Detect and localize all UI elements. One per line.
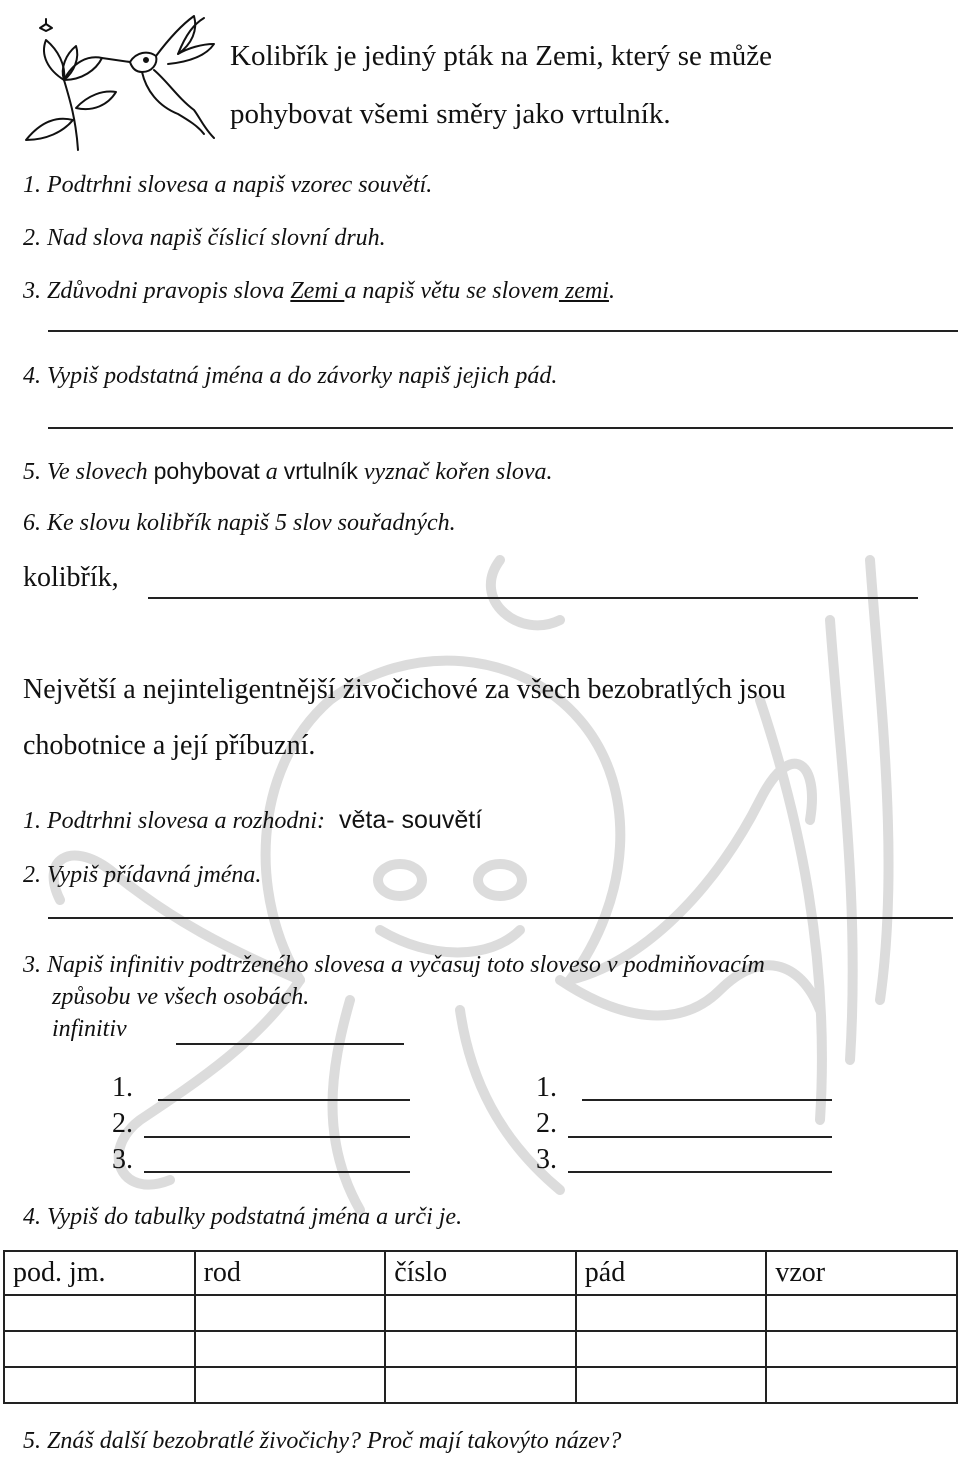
- task2-5: 5. Znáš další bezobratlé živočichy? Proč mají takovýto název?: [23, 1428, 622, 1454]
- col-header-cislo: číslo: [385, 1251, 576, 1295]
- task1-6: 6. Ke slovu kolibřík napiš 5 slov souřadných.: [23, 510, 456, 536]
- table-header-row: [4, 1251, 957, 1295]
- table-cell[interactable]: [766, 1295, 957, 1331]
- table-row: [4, 1331, 957, 1367]
- col-header-pod-jm: pod. jm.: [4, 1251, 195, 1295]
- task1-5-text-post: vyznač kořen slova.: [357, 459, 553, 485]
- task1-2: 2. Nad slova napiš číslicí slovní druh.: [23, 225, 386, 251]
- right-number-3: 3.: [536, 1144, 557, 1175]
- intro1-line2: pohybovat všemi směry jako vrtulník.: [230, 98, 671, 130]
- table-cell[interactable]: [195, 1367, 386, 1403]
- task1-5-word1: pohybovat: [153, 458, 260, 484]
- task2-3-line1: 3. Napiš infinitiv podtrženého slovesa a vyčasuj toto sloveso v podmiňovacím: [23, 952, 765, 978]
- intro2-line1: Největší a nejinteligentnější živočichové za všech bezobratlých jsou: [23, 674, 786, 705]
- table-cell[interactable]: [576, 1367, 767, 1403]
- right-number-1: 1.: [536, 1072, 557, 1103]
- intro2-line2: chobotnice a její příbuzní.: [23, 730, 316, 761]
- intro1-line1: Kolibřík je jediný pták na Zemi, který se může: [230, 40, 772, 72]
- table-cell[interactable]: [576, 1295, 767, 1331]
- task1-5: [23, 458, 553, 486]
- task1-3-word-zemi: Zemi: [290, 278, 345, 304]
- task1-5-text-mid: a: [259, 459, 284, 485]
- task1-5-text: 5. Ve slovech: [23, 459, 154, 485]
- right-answer-line-3[interactable]: [568, 1171, 832, 1173]
- left-answer-line-1[interactable]: [158, 1099, 410, 1101]
- task1-4: 4. Vypiš podstatná jména a do závorky napiš jejich pád.: [23, 363, 558, 389]
- table-cell[interactable]: [385, 1331, 576, 1367]
- col-header-vzor: vzor: [766, 1251, 957, 1295]
- answer-line-3[interactable]: [48, 330, 958, 332]
- right-number-2: 2.: [536, 1108, 557, 1139]
- task2-2: 2. Vypiš přídavná jména.: [23, 862, 262, 888]
- col-header-rod: rod: [195, 1251, 386, 1295]
- left-answer-line-3[interactable]: [144, 1171, 410, 1173]
- task1-3-text-end: .: [608, 278, 615, 304]
- left-number-1: 1.: [112, 1072, 133, 1103]
- hummingbird-illustration: [18, 10, 228, 160]
- task1-3-text: 3. Zdůvodni pravopis slova: [23, 278, 291, 304]
- task2-1-choice: věta- souvětí: [339, 806, 483, 834]
- right-answer-line-2[interactable]: [568, 1136, 832, 1138]
- table-cell[interactable]: [385, 1367, 576, 1403]
- task1-5-word2: vrtulník: [283, 458, 358, 484]
- table-cell[interactable]: [4, 1331, 195, 1367]
- table-cell[interactable]: [195, 1331, 386, 1367]
- table-cell[interactable]: [195, 1295, 386, 1331]
- table-cell[interactable]: [766, 1331, 957, 1367]
- table-cell[interactable]: [4, 1295, 195, 1331]
- table-cell[interactable]: [385, 1295, 576, 1331]
- answer-line-6[interactable]: [148, 597, 918, 599]
- right-answer-line-1[interactable]: [582, 1099, 832, 1101]
- infinitiv-answer-line[interactable]: [176, 1043, 404, 1045]
- task1-3: [23, 278, 615, 305]
- answer-line-2-2[interactable]: [48, 917, 953, 919]
- answer-line-4[interactable]: [48, 427, 953, 429]
- table-cell[interactable]: [576, 1331, 767, 1367]
- table-cell[interactable]: [4, 1367, 195, 1403]
- table-row: [4, 1367, 957, 1403]
- task2-1-text: 1. Podtrhni slovesa a rozhodni:: [23, 808, 326, 834]
- left-answer-line-2[interactable]: [144, 1136, 410, 1138]
- left-number-2: 2.: [112, 1108, 133, 1139]
- task1-3-word-zemi2: zemi: [558, 278, 609, 304]
- task2-4: 4. Vypiš do tabulky podstatná jména a urči je.: [23, 1204, 463, 1230]
- task2-1: [23, 806, 482, 835]
- table-cell[interactable]: [766, 1367, 957, 1403]
- task2-3-line2: způsobu ve všech osobách.: [52, 984, 310, 1010]
- left-number-3: 3.: [112, 1144, 133, 1175]
- task1-3-text-mid: a napiš větu se slovem: [344, 278, 559, 304]
- task1-1: 1. Podtrhni slovesa a napiš vzorec souvětí.: [23, 172, 433, 198]
- answer-prefix: kolibřík,: [23, 562, 119, 593]
- table-row: [4, 1295, 957, 1331]
- infinitiv-label: infinitiv: [52, 1016, 127, 1042]
- noun-table: [3, 1250, 958, 1404]
- col-header-pad: pád: [576, 1251, 767, 1295]
